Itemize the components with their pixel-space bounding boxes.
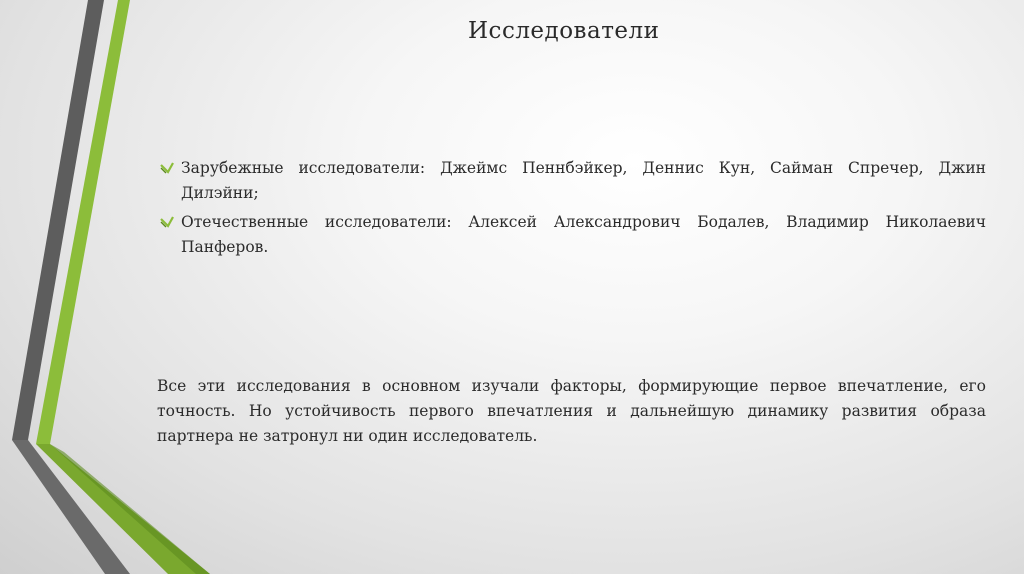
bullet-text: Отечественные исследователи: Алексей Александрович Бодалев, Владимир Николаевич Панферов. — [181, 213, 986, 256]
summary-paragraph: Все эти исследования в основном изучали факторы, формирующие первое впечатление, его точность. Но устойчивость первого впечатления и дальнейшую динамику развития образа партнера не затронул ни один исследователь. — [157, 377, 986, 445]
slide-title: Исследователи — [468, 18, 660, 44]
bullet-item-foreign — [157, 156, 986, 206]
arrow-bullet-icon — [159, 162, 175, 176]
bullet-item-domestic — [157, 210, 986, 260]
bullet-list — [157, 156, 986, 264]
arrow-bullet-icon — [159, 216, 175, 230]
bullet-text: Зарубежные исследователи: Джеймс Пеннбэйкер, Деннис Кун, Сайман Спречер, Джин Дилэйни; — [181, 159, 986, 202]
